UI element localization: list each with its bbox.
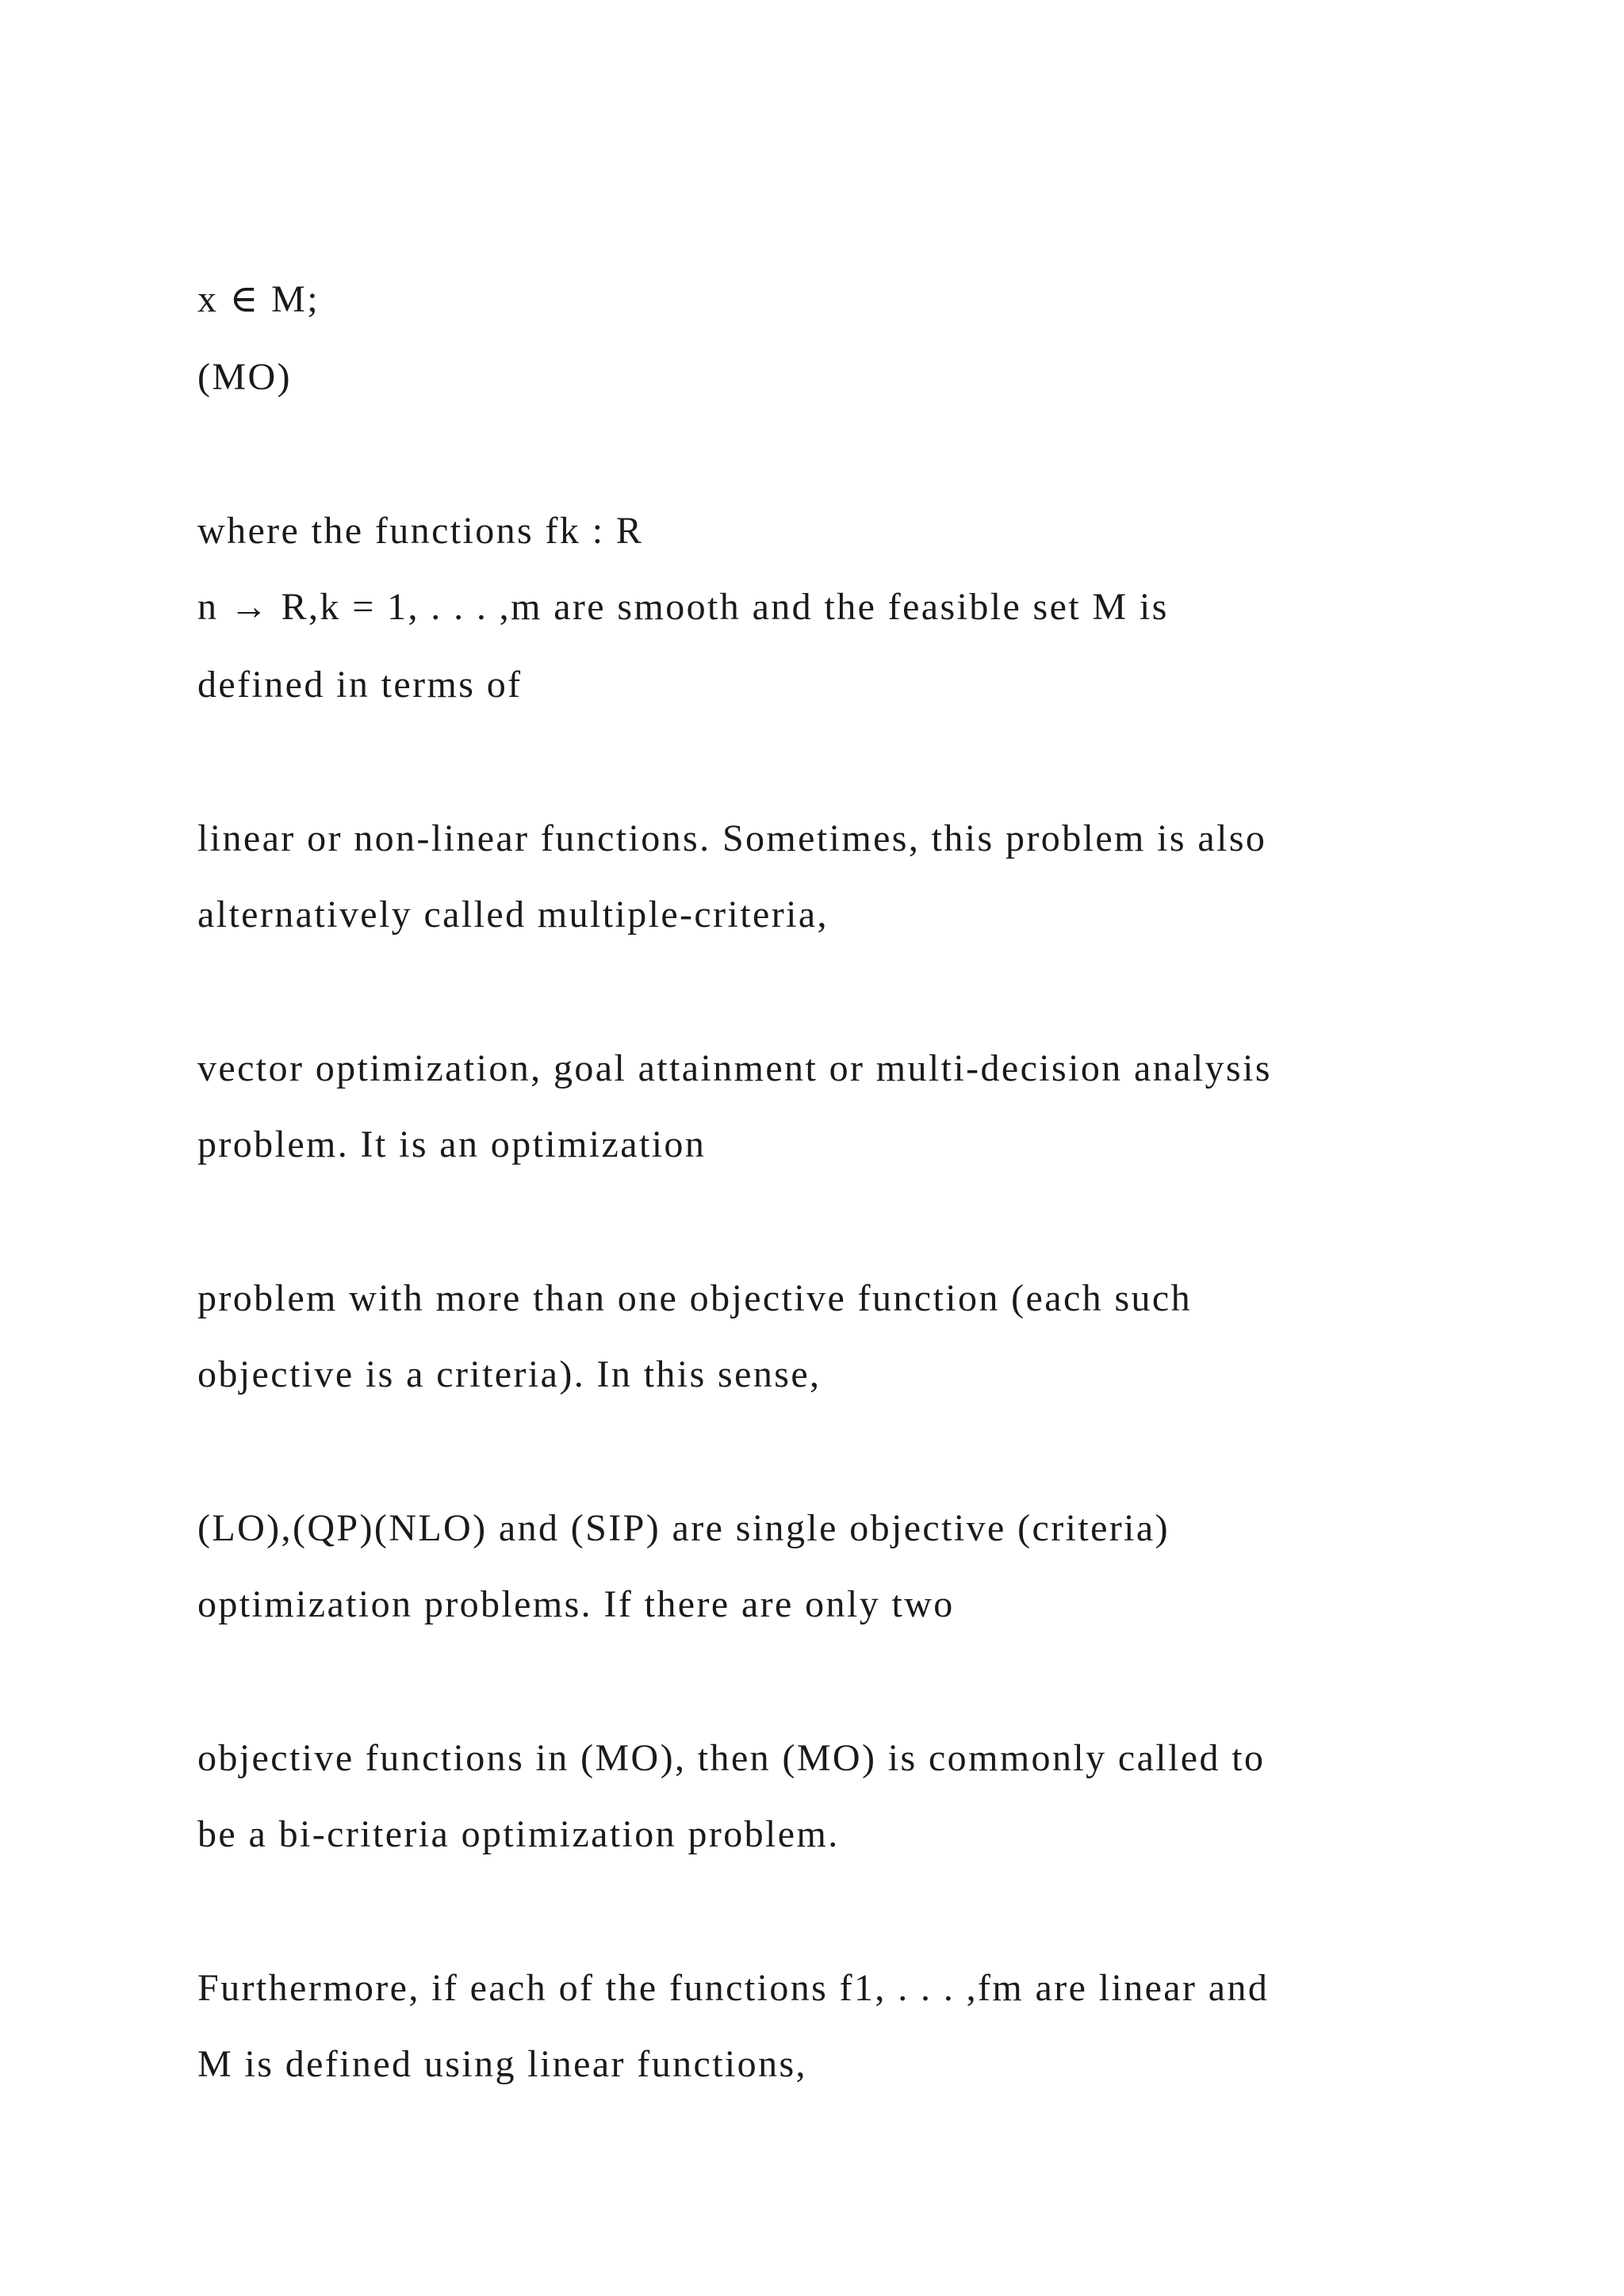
text-line: x ∈ M;	[197, 278, 320, 320]
text-line: be a bi-criteria optimization problem.	[197, 1813, 840, 1855]
text-line: (MO)	[197, 356, 292, 398]
text-line: optimization problems. If there are only two	[197, 1583, 955, 1625]
text-line: (LO),(QP)(NLO) and (SIP) are single objective (criteria)	[197, 1507, 1170, 1549]
text-line: problem. It is an optimization	[197, 1123, 707, 1165]
text-line: vector optimization, goal attainment or multi-decision analysis	[197, 1047, 1272, 1089]
text-line: linear or non-linear functions. Sometimes, this problem is also	[197, 817, 1267, 859]
text-line: objective is a criteria). In this sense,	[197, 1353, 822, 1395]
text-line: n → R,k = 1, . . . ,m are smooth and the feasible set M is	[197, 586, 1169, 628]
text-line: where the functions fk : R	[197, 510, 644, 552]
text-line: M is defined using linear functions,	[197, 2043, 807, 2085]
text-line: alternatively called multiple-criteria,	[197, 894, 829, 936]
text-line: problem with more than one objective function (each such	[197, 1277, 1193, 1319]
text-line: Furthermore, if each of the functions f1, . . . ,fm are linear and	[197, 1967, 1270, 2009]
text-line: defined in terms of	[197, 664, 523, 706]
text-line: objective functions in (MO), then (MO) is commonly called to	[197, 1737, 1266, 1779]
